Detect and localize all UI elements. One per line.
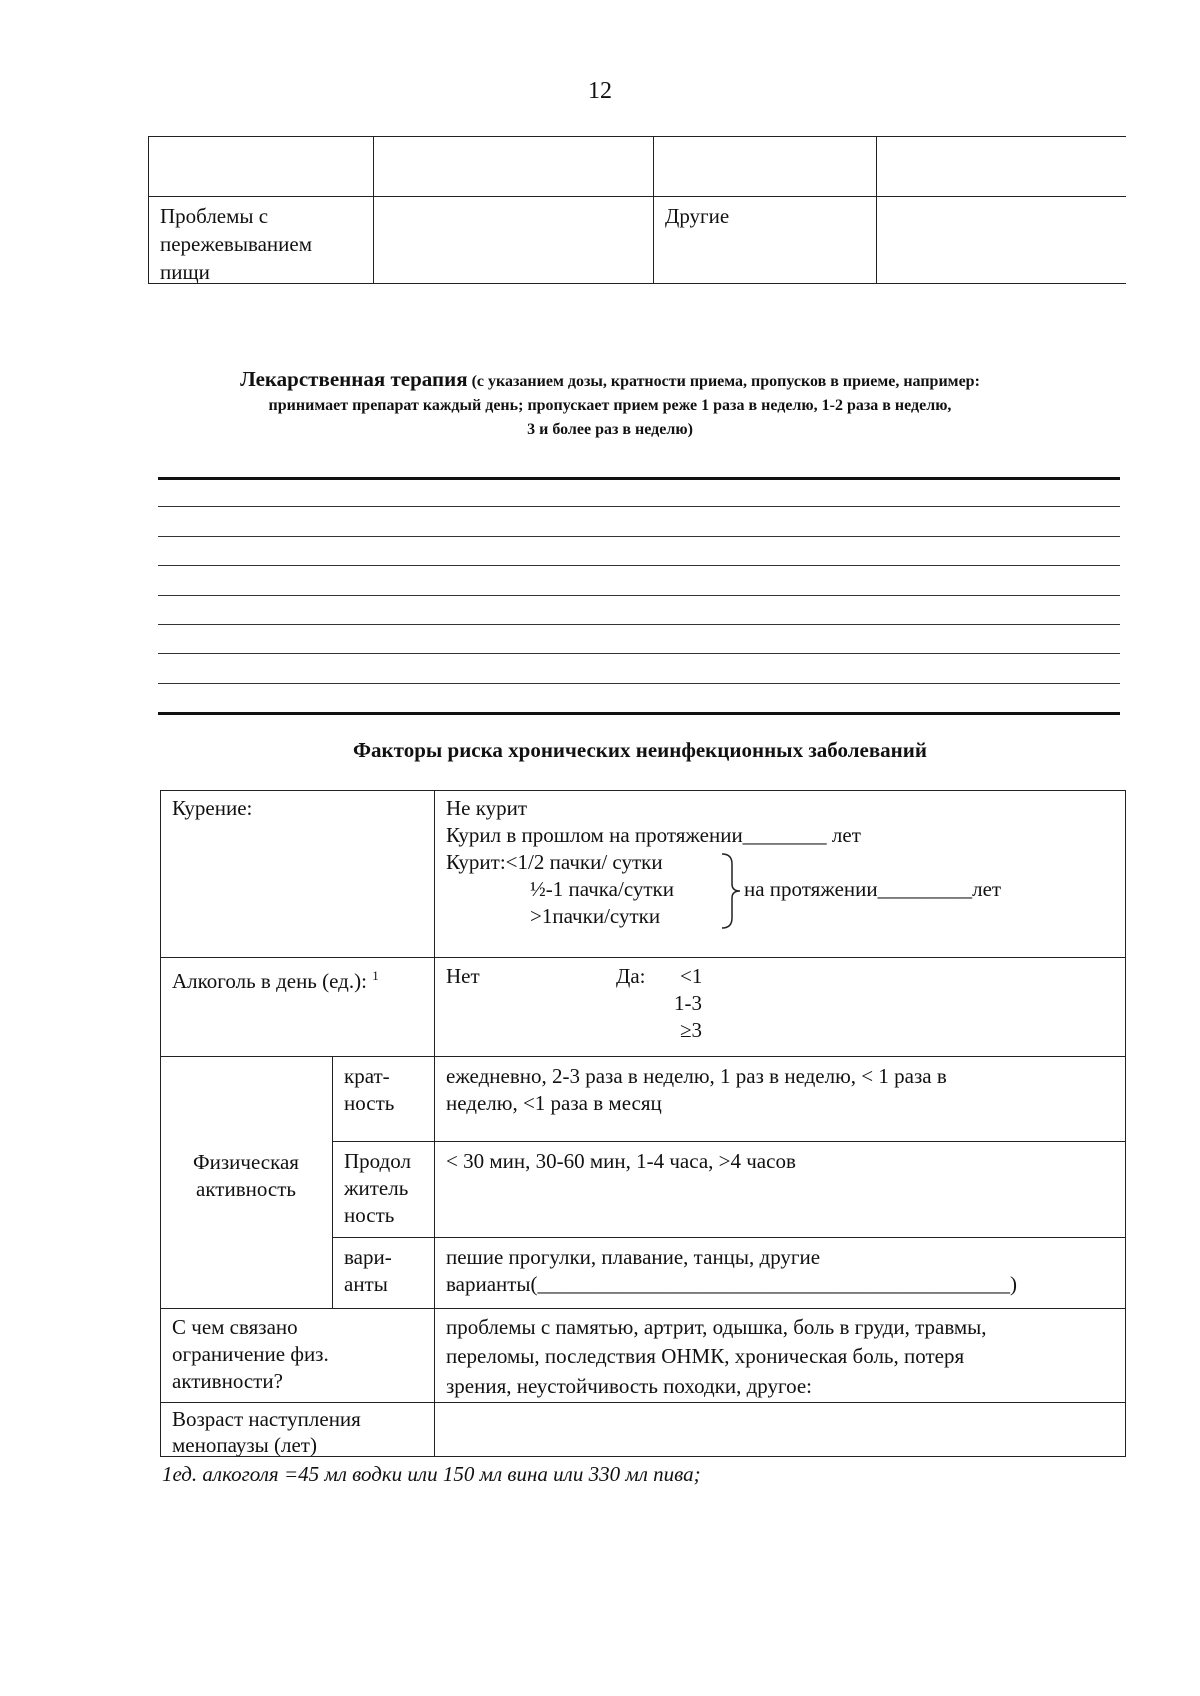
medication-heading: Лекарственная терапия	[240, 367, 468, 391]
table-border	[332, 1141, 1126, 1142]
table-border	[160, 1308, 1126, 1309]
table-border	[876, 136, 877, 284]
smoking-duration[interactable]: на протяжении_________лет	[744, 877, 1002, 901]
page-number: 12	[588, 78, 612, 104]
write-line[interactable]	[158, 712, 1120, 715]
table-border	[148, 196, 1126, 197]
table-border	[373, 136, 374, 284]
alcohol-option-yes[interactable]: Да:	[616, 964, 646, 988]
limitation-label-2: ограничение физ.	[172, 1342, 329, 1366]
medication-title	[150, 367, 1070, 442]
limitation-options-2[interactable]: переломы, последствия ОНМК, хроническая боль, потеря	[446, 1344, 965, 1368]
write-line[interactable]	[158, 565, 1120, 566]
table-border	[653, 136, 654, 284]
alcohol-value-less-1[interactable]: <1	[680, 964, 703, 988]
limitation-label-1: С чем связано	[172, 1315, 298, 1339]
smoking-option-half-one[interactable]: ½-1 пачка/сутки	[530, 877, 674, 901]
frequency-label-2: ность	[344, 1091, 395, 1115]
footnote: 1ед. алкоголя =45 мл водки или 150 мл вина или 330 мл пива;	[162, 1462, 701, 1486]
activity-label-1: Физическая	[193, 1150, 299, 1174]
table-border	[148, 136, 149, 284]
table-border	[160, 790, 161, 1457]
variants-options-2[interactable]: варианты(_____________________________________________)	[446, 1272, 1018, 1296]
frequency-options-2[interactable]: неделю, <1 раза в месяц	[446, 1091, 662, 1115]
write-line[interactable]	[158, 683, 1120, 684]
variants-options-1[interactable]: пешие прогулки, плавание, танцы, другие	[446, 1245, 821, 1269]
limitation-options-3[interactable]: зрения, неустойчивость походки, другое:	[446, 1374, 813, 1398]
write-line[interactable]	[158, 624, 1120, 625]
medication-note-1: (с указанием дозы, кратности приема, пропусков в приеме, например:	[471, 373, 980, 390]
table-border	[332, 1237, 1126, 1238]
menopause-label-2: менопаузы (лет)	[172, 1433, 317, 1457]
alcohol-value-3-plus[interactable]: ≥3	[680, 1018, 703, 1042]
medication-note-3: 3 и более раз в неделю)	[527, 421, 693, 438]
frequency-options-1[interactable]: ежедневно, 2-3 раза в неделю, 1 раз в неделю, < 1 раза в	[446, 1064, 947, 1088]
table-border	[160, 1402, 1126, 1403]
table-border	[160, 790, 1126, 791]
write-line[interactable]	[158, 653, 1120, 654]
alcohol-label	[172, 962, 379, 995]
table-border	[434, 790, 435, 1457]
frequency-label-1: крат-	[344, 1064, 390, 1088]
other-label: Другие	[665, 204, 730, 228]
risk-factors-table	[160, 790, 1126, 1458]
alcohol-label-text: Алкоголь в день (ед.):	[172, 969, 367, 993]
variants-label-1: вари-	[344, 1245, 392, 1269]
smoking-option-more-one[interactable]: >1пачки/сутки	[530, 904, 661, 928]
variants-label-2: анты	[344, 1272, 388, 1296]
limitation-options-1[interactable]: проблемы с памятью, артрит, одышка, боль в груди, травмы,	[446, 1315, 987, 1339]
write-line[interactable]	[158, 477, 1120, 480]
footnote-mark: 1	[372, 968, 379, 983]
write-line[interactable]	[158, 595, 1120, 596]
duration-label-2: житель	[344, 1176, 409, 1200]
duration-label-3: ность	[344, 1203, 395, 1227]
smoking-option-none[interactable]: Не курит	[446, 796, 528, 820]
brace-icon	[718, 850, 742, 932]
table-border	[160, 1056, 1126, 1057]
alcohol-option-no[interactable]: Нет	[446, 964, 480, 988]
duration-options[interactable]: < 30 мин, 30-60 мин, 1-4 часа, >4 часов	[446, 1149, 796, 1173]
menopause-label-1: Возраст наступления	[172, 1407, 361, 1431]
medication-note-2: принимает препарат каждый день; пропускает прием реже 1 раза в неделю, 1-2 раза в неделю,	[268, 397, 952, 414]
activity-label-2: активность	[196, 1177, 296, 1201]
smoking-label: Курение:	[172, 796, 253, 820]
duration-label-1: Продол	[344, 1149, 411, 1173]
write-line[interactable]	[158, 506, 1120, 507]
top-table	[148, 136, 1126, 284]
limitation-label-3: активности?	[172, 1369, 283, 1393]
smoking-option-current[interactable]: Курит:<1/2 пачки/ сутки	[446, 850, 663, 874]
smoking-option-past[interactable]: Курил в прошлом на протяжении________ лет	[446, 823, 861, 847]
table-border	[148, 136, 1126, 137]
write-line[interactable]	[158, 536, 1120, 537]
risk-factors-title: Факторы риска хронических неинфекционных заболеваний	[353, 738, 927, 762]
table-border	[160, 957, 1126, 958]
alcohol-value-1-3[interactable]: 1-3	[674, 991, 702, 1015]
table-border	[1125, 790, 1126, 1457]
table-border	[332, 1056, 333, 1308]
chewing-problems-label: Проблемы с пережевыванием пищи	[160, 204, 313, 284]
